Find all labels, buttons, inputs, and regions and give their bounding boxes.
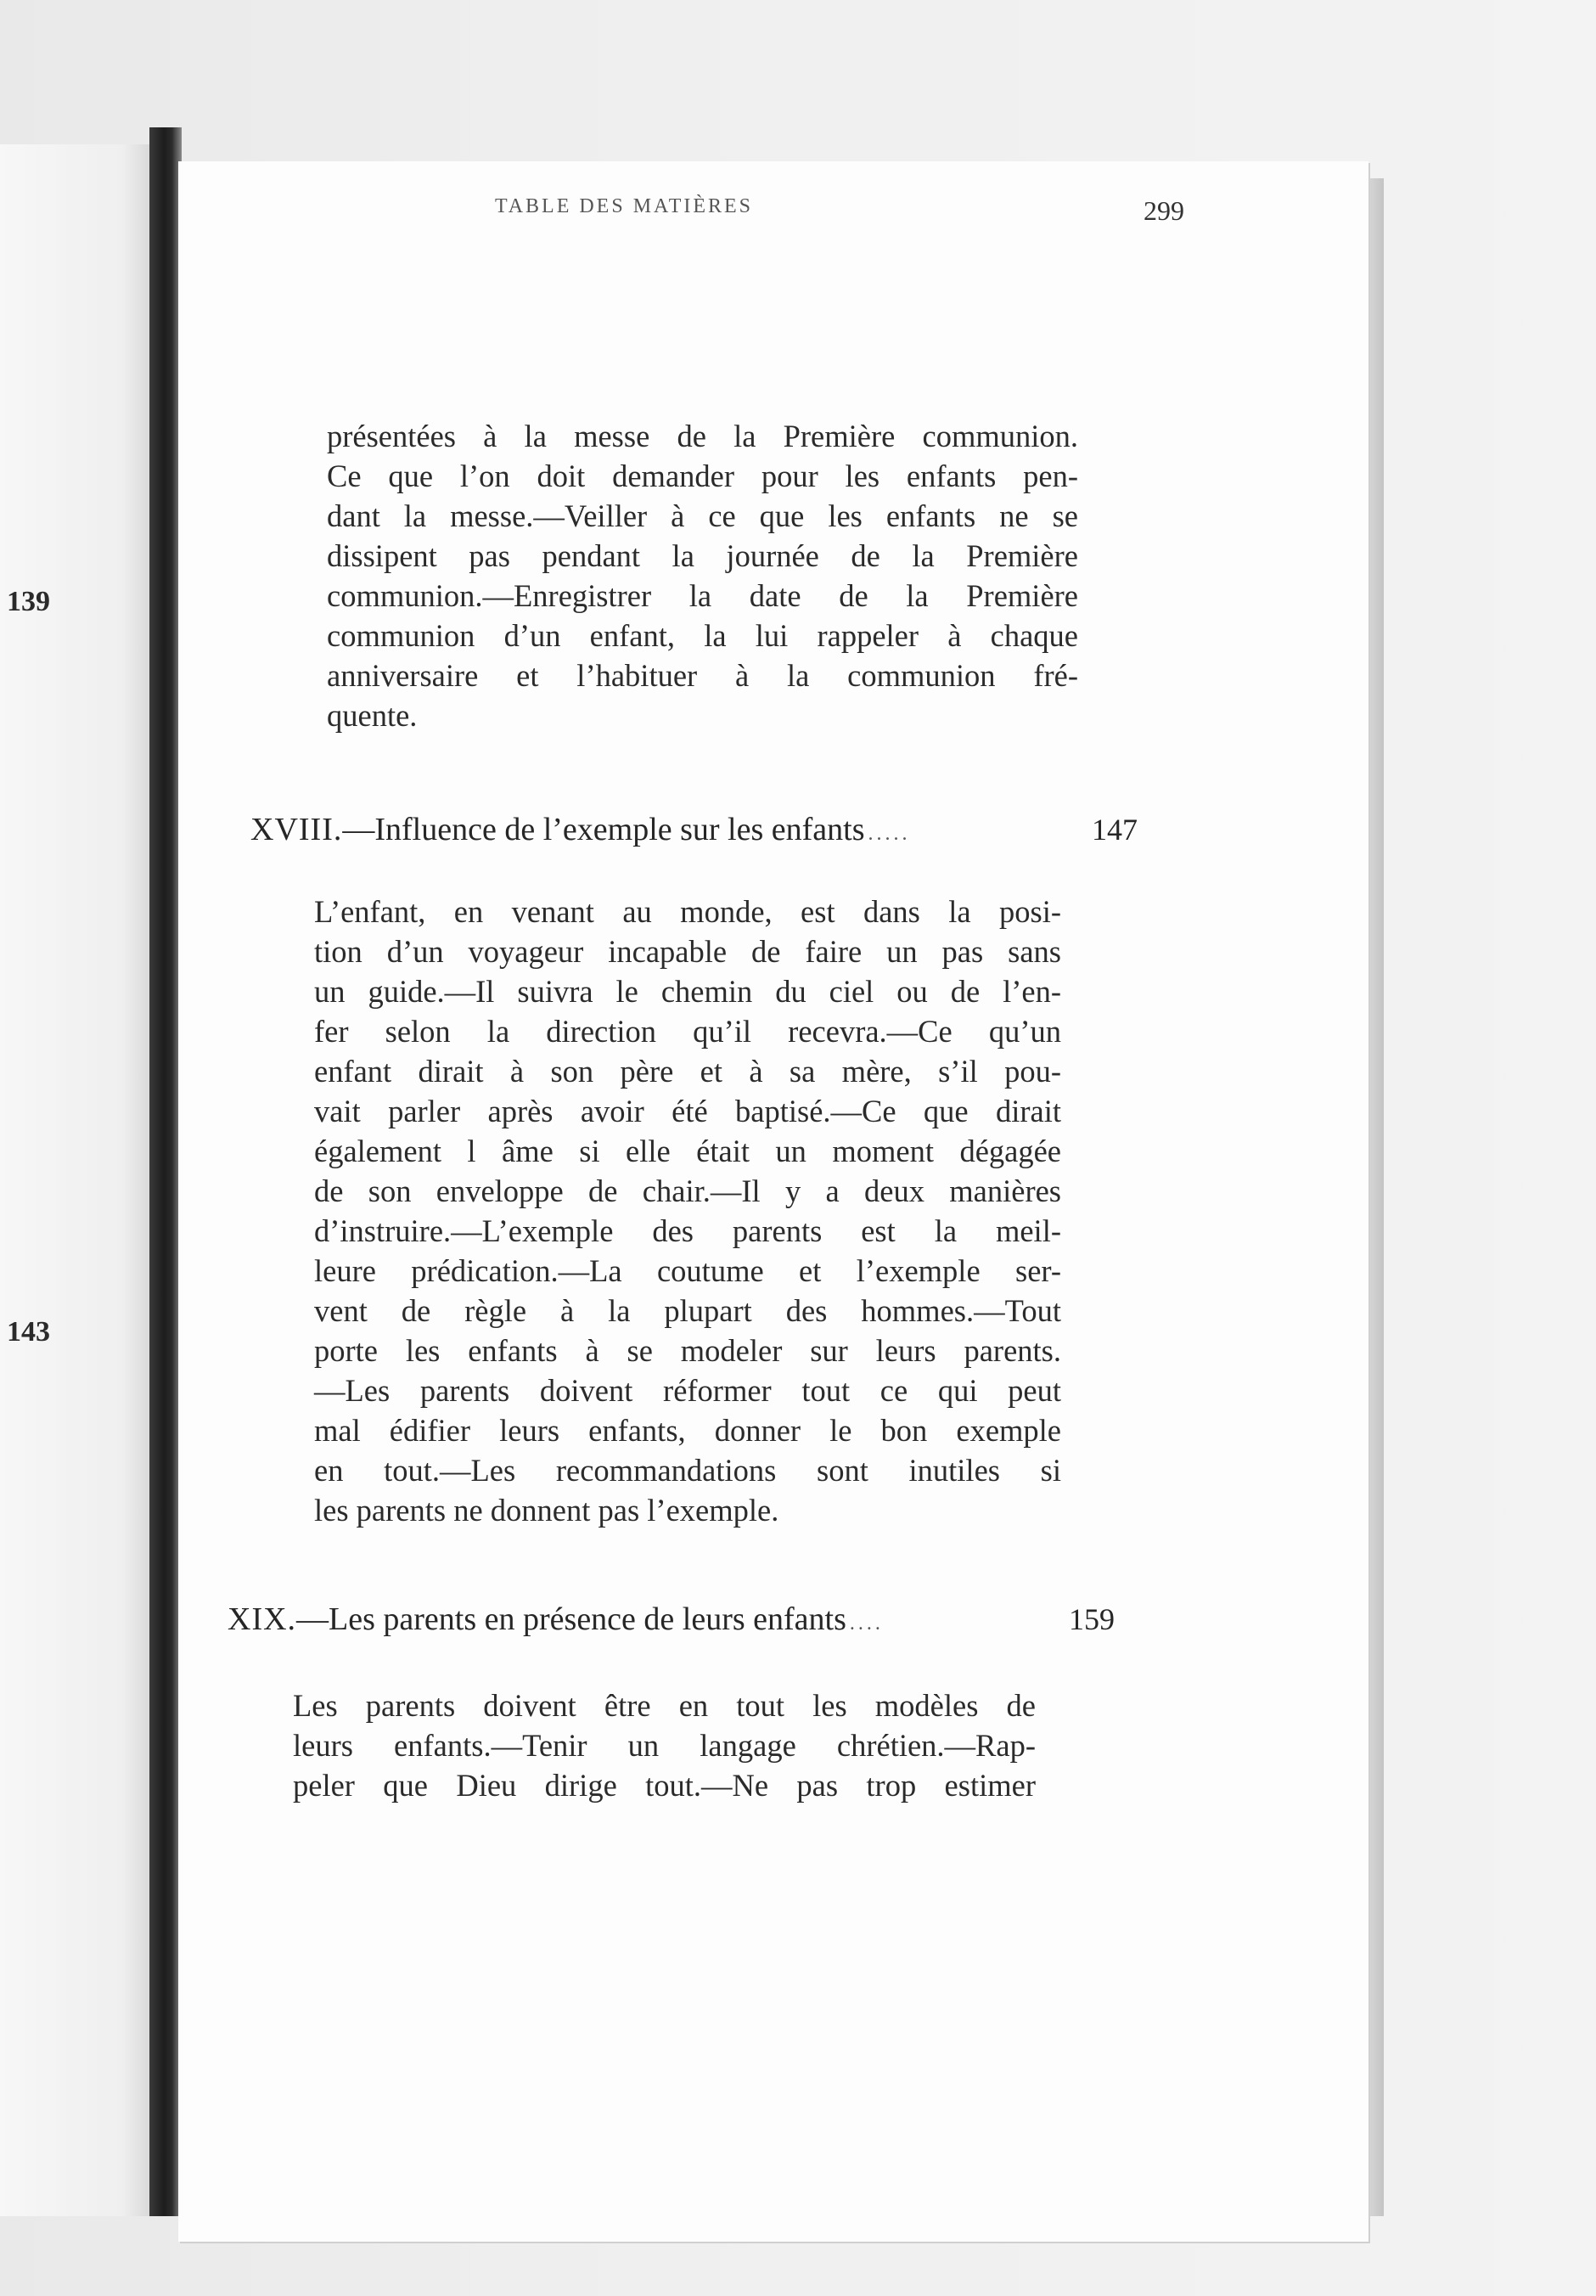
chapter-title: —Les parents en présence de leurs enfants xyxy=(296,1601,846,1637)
chapter-numeral: XVIII. xyxy=(250,812,343,847)
chapter-page-number: 147 xyxy=(1092,813,1138,847)
text-line: un guide.—Il suivra le chemin du ciel ou de l’en- xyxy=(314,974,1061,1009)
text-line: porte les enfants à se modeler sur leurs parents. xyxy=(314,1333,1061,1368)
text-line: d’instruire.—L’exemple des parents est la meil- xyxy=(314,1213,1061,1248)
chapter-page-number: 159 xyxy=(1069,1602,1115,1636)
chapter-title: —Influence de l’exemple sur les enfants xyxy=(342,812,865,847)
toc-entry-chapter-18 xyxy=(250,811,1138,848)
text-line: présentées à la messe de la Première communion. xyxy=(327,419,1078,453)
summary-paragraph-1 xyxy=(327,416,1078,735)
text-line: quente. xyxy=(327,698,418,733)
text-line: tion d’un voyageur incapable de faire un pas sans xyxy=(314,934,1061,969)
text-line: en tout.—Les recommandations sont inutiles si xyxy=(314,1453,1061,1488)
chapter-numeral: XIX. xyxy=(228,1601,297,1637)
text-line: leurs enfants.—Tenir un langage chrétien.—Rap- xyxy=(293,1728,1036,1763)
left-page-ref-1: 139 xyxy=(7,586,50,617)
text-line: vent de règle à la plupart des hommes.—Tout xyxy=(314,1293,1061,1328)
book-gutter xyxy=(149,127,182,2216)
left-page-ref-2: 143 xyxy=(7,1316,50,1348)
text-line: fer selon la direction qu’il recevra.—Ce qu’un xyxy=(314,1014,1061,1049)
text-line: les parents ne donnent pas l’exemple. xyxy=(314,1493,779,1528)
text-line: dant la messe.—Veiller à ce que les enfants ne se xyxy=(327,498,1078,533)
text-line: communion.—Enregistrer la date de la Première xyxy=(327,578,1078,613)
text-line: L’enfant, en venant au monde, est dans la posi- xyxy=(314,894,1061,929)
text-line: enfant dirait à son père et à sa mère, s’il pou- xyxy=(314,1054,1061,1089)
text-line: de son enveloppe de chair.—Il y a deux manières xyxy=(314,1173,1061,1208)
text-line: vait parler après avoir été baptisé.—Ce que dirait xyxy=(314,1094,1061,1128)
text-line: anniversaire et l’habituer à la communion fré- xyxy=(327,658,1078,693)
text-line: également l âme si elle était un moment dégagée xyxy=(314,1134,1061,1168)
text-line: Les parents doivent être en tout les modèles de xyxy=(293,1688,1036,1723)
page-number: 299 xyxy=(1144,195,1184,226)
text-line: mal édifier leurs enfants, donner le bon exemple xyxy=(314,1413,1061,1448)
running-head xyxy=(327,195,1184,229)
summary-paragraph-3 xyxy=(293,1685,1036,1805)
previous-page-fragment xyxy=(0,144,153,2216)
summary-paragraph-2 xyxy=(314,892,1061,1530)
leader-dots: .... xyxy=(849,1612,884,1635)
text-line: —Les parents doivent réformer tout ce qui peut xyxy=(314,1373,1061,1408)
leader-dots: ..... xyxy=(868,823,911,845)
text-line: leure prédication.—La coutume et l’exemple ser- xyxy=(314,1253,1061,1288)
text-line: peler que Dieu dirige tout.—Ne pas trop estimer xyxy=(293,1768,1036,1803)
toc-entry-chapter-19 xyxy=(228,1601,1115,1638)
running-head-title: TABLE DES MATIÈRES xyxy=(494,195,754,217)
text-line: Ce que l’on doit demander pour les enfants pen- xyxy=(327,459,1078,493)
text-line: dissipent pas pendant la journée de la Première xyxy=(327,538,1078,573)
text-line: communion d’un enfant, la lui rappeler à chaque xyxy=(327,618,1078,653)
